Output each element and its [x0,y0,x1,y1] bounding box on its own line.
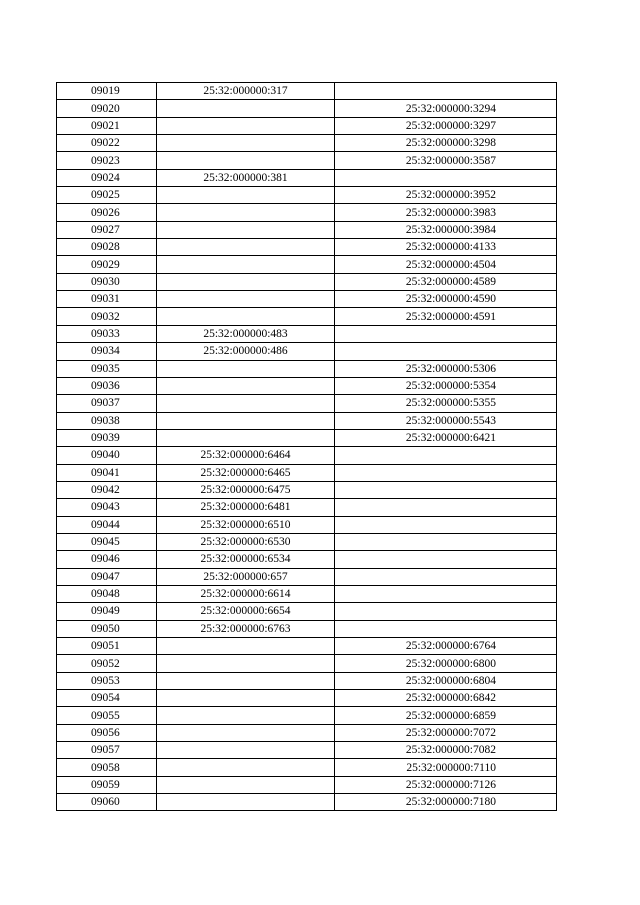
table-row [57,690,557,707]
cadastral-number-right-cell [335,533,557,550]
row-id-cell: 09033 [57,325,157,342]
table-row [57,83,557,100]
cadastral-number-right-cell: 25:32:000000:7072 [335,724,557,741]
cadastral-number-left-cell: 25:32:000000:483 [157,325,335,342]
cadastral-number-left-cell [157,308,335,325]
cadastral-number-right-cell: 25:32:000000:4133 [335,239,557,256]
cadastral-number-left-cell [157,360,335,377]
cadastral-number-right-cell: 25:32:000000:4590 [335,291,557,308]
row-id-cell: 09054 [57,690,157,707]
cadastral-number-left-cell [157,239,335,256]
row-id-cell: 09059 [57,776,157,793]
cadastral-number-right-cell [335,551,557,568]
cadastral-number-left-cell: 25:32:000000:381 [157,169,335,186]
row-id-cell: 09028 [57,239,157,256]
cadastral-number-right-cell: 25:32:000000:7082 [335,742,557,759]
cadastral-number-left-cell: 25:32:000000:486 [157,343,335,360]
table-row [57,464,557,481]
cadastral-number-right-cell: 25:32:000000:3984 [335,221,557,238]
table-body [57,83,557,811]
cadastral-number-right-cell: 25:32:000000:3297 [335,117,557,134]
table-row [57,499,557,516]
cadastral-number-right-cell: 25:32:000000:3587 [335,152,557,169]
cadastral-number-right-cell: 25:32:000000:6800 [335,655,557,672]
cadastral-number-left-cell: 25:32:000000:6510 [157,516,335,533]
cadastral-number-right-cell: 25:32:000000:6804 [335,672,557,689]
cadastral-number-right-cell [335,464,557,481]
cadastral-number-right-cell [335,83,557,100]
cadastral-number-right-cell [335,343,557,360]
row-id-cell: 09060 [57,794,157,811]
cadastral-number-left-cell: 25:32:000000:6464 [157,447,335,464]
table-row [57,655,557,672]
table-row [57,759,557,776]
table-row [57,794,557,811]
cadastral-number-left-cell [157,395,335,412]
table-row [57,429,557,446]
table-row [57,239,557,256]
row-id-cell: 09038 [57,412,157,429]
row-id-cell: 09040 [57,447,157,464]
row-id-cell: 09045 [57,533,157,550]
cadastral-number-right-cell: 25:32:000000:6421 [335,429,557,446]
table-row [57,117,557,134]
cadastral-number-left-cell: 25:32:000000:6654 [157,603,335,620]
row-id-cell: 09055 [57,707,157,724]
row-id-cell: 09027 [57,221,157,238]
row-id-cell: 09037 [57,395,157,412]
cadastral-number-right-cell: 25:32:000000:4589 [335,273,557,290]
cadastral-table [56,82,557,811]
cadastral-number-right-cell: 25:32:000000:6764 [335,638,557,655]
cadastral-number-right-cell: 25:32:000000:3294 [335,100,557,117]
table-row [57,343,557,360]
cadastral-number-left-cell [157,187,335,204]
cadastral-number-left-cell [157,672,335,689]
cadastral-number-left-cell [157,655,335,672]
table-row [57,707,557,724]
row-id-cell: 09031 [57,291,157,308]
row-id-cell: 09030 [57,273,157,290]
cadastral-number-left-cell: 25:32:000000:6481 [157,499,335,516]
cadastral-number-left-cell: 25:32:000000:6614 [157,585,335,602]
cadastral-number-left-cell [157,638,335,655]
table-row [57,481,557,498]
table-row [57,204,557,221]
table-row [57,568,557,585]
row-id-cell: 09042 [57,481,157,498]
table-row [57,603,557,620]
table-row [57,256,557,273]
cadastral-number-right-cell: 25:32:000000:5354 [335,377,557,394]
cadastral-number-left-cell [157,412,335,429]
cadastral-number-right-cell: 25:32:000000:3952 [335,187,557,204]
table-row [57,187,557,204]
cadastral-number-left-cell [157,291,335,308]
cadastral-number-right-cell: 25:32:000000:4504 [335,256,557,273]
table-row [57,533,557,550]
cadastral-number-left-cell [157,135,335,152]
table-row [57,169,557,186]
row-id-cell: 09019 [57,83,157,100]
row-id-cell: 09020 [57,100,157,117]
table-row [57,135,557,152]
cadastral-number-right-cell: 25:32:000000:3298 [335,135,557,152]
table-row [57,100,557,117]
cadastral-number-right-cell [335,169,557,186]
cadastral-number-right-cell [335,585,557,602]
cadastral-number-left-cell [157,117,335,134]
cadastral-number-right-cell [335,499,557,516]
row-id-cell: 09057 [57,742,157,759]
row-id-cell: 09041 [57,464,157,481]
row-id-cell: 09026 [57,204,157,221]
table-row [57,672,557,689]
table-row [57,377,557,394]
row-id-cell: 09052 [57,655,157,672]
table-row [57,776,557,793]
row-id-cell: 09035 [57,360,157,377]
cadastral-number-right-cell [335,447,557,464]
cadastral-number-left-cell [157,794,335,811]
row-id-cell: 09043 [57,499,157,516]
cadastral-number-right-cell [335,325,557,342]
cadastral-number-left-cell [157,256,335,273]
row-id-cell: 09048 [57,585,157,602]
table-row [57,152,557,169]
table-row [57,620,557,637]
cadastral-number-left-cell: 25:32:000000:657 [157,568,335,585]
cadastral-number-left-cell [157,100,335,117]
table-row [57,638,557,655]
cadastral-number-right-cell: 25:32:000000:5306 [335,360,557,377]
cadastral-number-left-cell: 25:32:000000:6534 [157,551,335,568]
table-row [57,291,557,308]
row-id-cell: 09036 [57,377,157,394]
cadastral-number-left-cell [157,152,335,169]
row-id-cell: 09058 [57,759,157,776]
row-id-cell: 09047 [57,568,157,585]
row-id-cell: 09024 [57,169,157,186]
table-row [57,551,557,568]
row-id-cell: 09021 [57,117,157,134]
table-row [57,585,557,602]
table-row [57,447,557,464]
cadastral-number-left-cell [157,273,335,290]
table-row [57,325,557,342]
cadastral-number-left-cell: 25:32:000000:6530 [157,533,335,550]
cadastral-number-right-cell: 25:32:000000:7110 [335,759,557,776]
row-id-cell: 09039 [57,429,157,446]
cadastral-number-right-cell [335,516,557,533]
cadastral-number-left-cell: 25:32:000000:317 [157,83,335,100]
cadastral-number-right-cell: 25:32:000000:6859 [335,707,557,724]
row-id-cell: 09049 [57,603,157,620]
table-row [57,516,557,533]
row-id-cell: 09053 [57,672,157,689]
row-id-cell: 09050 [57,620,157,637]
cadastral-number-left-cell [157,776,335,793]
cadastral-number-left-cell [157,742,335,759]
cadastral-number-left-cell [157,690,335,707]
table-row [57,360,557,377]
table-row [57,308,557,325]
cadastral-number-right-cell: 25:32:000000:6842 [335,690,557,707]
cadastral-number-right-cell: 25:32:000000:5543 [335,412,557,429]
row-id-cell: 09044 [57,516,157,533]
cadastral-number-left-cell [157,204,335,221]
table-row [57,395,557,412]
cadastral-number-left-cell [157,759,335,776]
table-row [57,724,557,741]
row-id-cell: 09029 [57,256,157,273]
row-id-cell: 09051 [57,638,157,655]
cadastral-number-right-cell: 25:32:000000:7126 [335,776,557,793]
cadastral-number-left-cell [157,724,335,741]
cadastral-number-left-cell: 25:32:000000:6763 [157,620,335,637]
cadastral-number-right-cell [335,568,557,585]
cadastral-number-right-cell: 25:32:000000:3983 [335,204,557,221]
table-row [57,273,557,290]
cadastral-number-left-cell [157,707,335,724]
row-id-cell: 09056 [57,724,157,741]
cadastral-number-right-cell [335,603,557,620]
cadastral-number-right-cell: 25:32:000000:7180 [335,794,557,811]
cadastral-number-left-cell [157,221,335,238]
cadastral-number-left-cell: 25:32:000000:6475 [157,481,335,498]
table-row [57,221,557,238]
row-id-cell: 09023 [57,152,157,169]
row-id-cell: 09032 [57,308,157,325]
cadastral-number-right-cell: 25:32:000000:4591 [335,308,557,325]
cadastral-number-right-cell [335,481,557,498]
cadastral-number-left-cell [157,429,335,446]
table-row [57,742,557,759]
cadastral-number-left-cell: 25:32:000000:6465 [157,464,335,481]
cadastral-number-right-cell [335,620,557,637]
cadastral-number-left-cell [157,377,335,394]
row-id-cell: 09034 [57,343,157,360]
cadastral-number-right-cell: 25:32:000000:5355 [335,395,557,412]
row-id-cell: 09022 [57,135,157,152]
table-row [57,412,557,429]
row-id-cell: 09025 [57,187,157,204]
row-id-cell: 09046 [57,551,157,568]
